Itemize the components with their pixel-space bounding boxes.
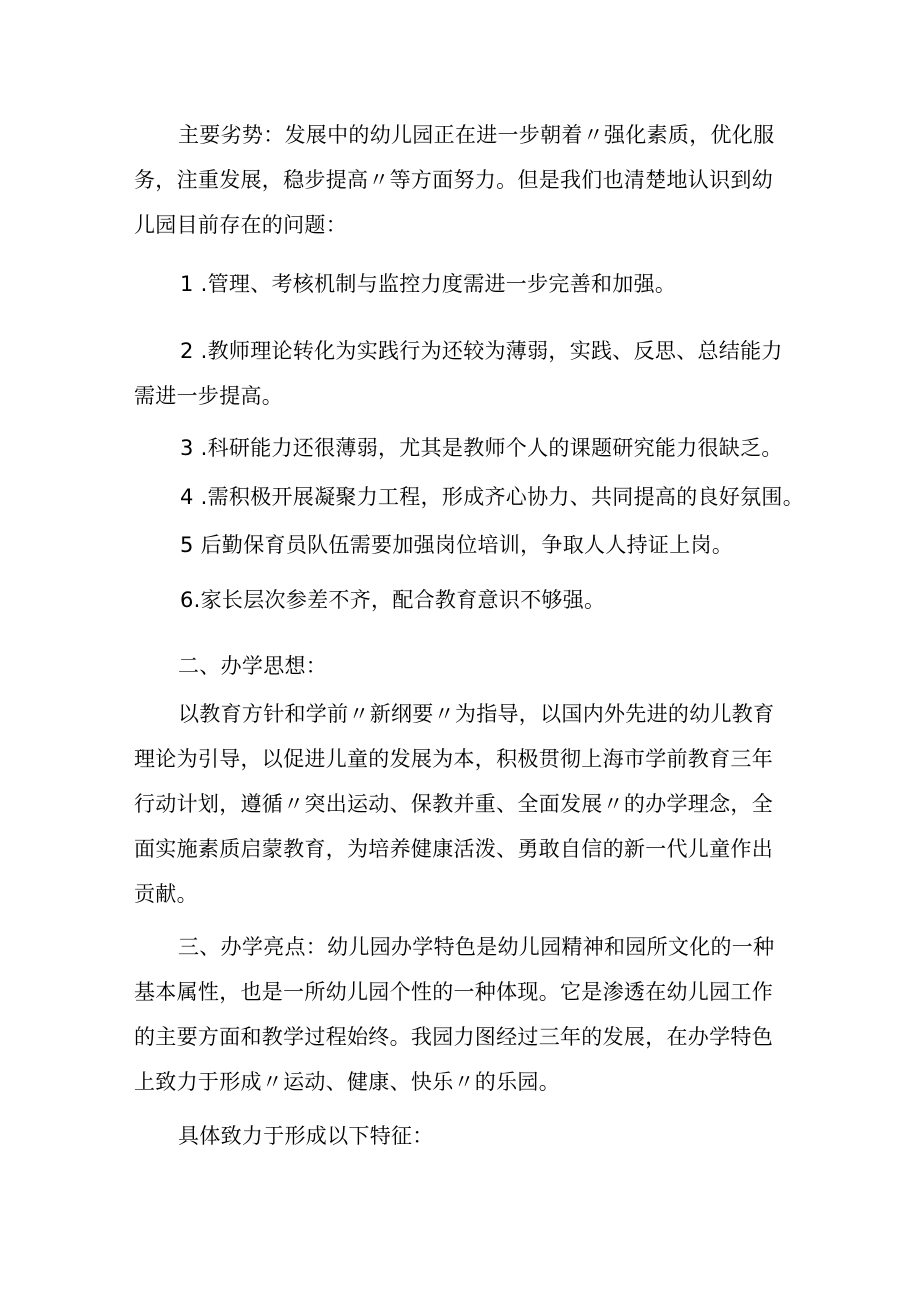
text-line: 基本属性，也是一所幼儿园个性的一种体现。它是渗透在幼儿园工作 xyxy=(134,980,773,1004)
text-line: 4 .需积极开展凝聚力工程，形成齐心协力、共同提高的良好氛围。 xyxy=(180,485,805,509)
text-line: 6.家长层次参差不齐，配合教育意识不够强。 xyxy=(180,588,606,612)
text-line: 2 .教师理论转化为实践行为还较为薄弱，实践、反思、总结能力 xyxy=(180,339,783,363)
philosophy-heading xyxy=(134,644,327,689)
problem-item-4 xyxy=(134,475,804,520)
highlights-paragraph xyxy=(134,925,774,1105)
text-line: 三、办学亮点：幼儿园办学特色是幼儿园精神和园所文化的一种 xyxy=(178,935,775,959)
text-line: 主要劣势：发展中的幼儿园正在进一步朝着〃强化素质，优化服 xyxy=(178,123,775,147)
text-line: 面实施素质启蒙教育，为培养健康活泼、勇敢自信的新一代儿童作出 xyxy=(134,837,773,861)
philosophy-paragraph xyxy=(134,692,774,917)
features-intro xyxy=(134,1114,434,1159)
text-line: 5 后勤保育员队伍需要加强岗位培训，争取人人持证上岗。 xyxy=(180,533,734,557)
text-line: 行动计划，遵循〃突出运动、保教并重、全面发展〃的办学理念，全 xyxy=(134,792,773,816)
text-line: 的主要方面和教学过程始终。我园力图经过三年的发展，在办学特色 xyxy=(134,1025,773,1049)
text-line: 需进一步提高。 xyxy=(134,384,284,408)
section-heading: 二、办学思想： xyxy=(178,654,328,678)
problem-item-6 xyxy=(134,578,605,623)
disadvantages-paragraph xyxy=(134,113,774,248)
problem-item-3 xyxy=(134,426,783,471)
text-line: 理论为引导，以促进儿童的发展为本，积极贯彻上海市学前教育三年 xyxy=(134,747,773,771)
problem-item-2 xyxy=(134,329,783,419)
text-line: 具体致力于形成以下特征： xyxy=(178,1124,434,1148)
text-line: 以教育方针和学前〃新纲要〃为指导，以国内外先进的幼儿教育 xyxy=(178,702,775,726)
text-line: 贡献。 xyxy=(134,882,198,906)
text-line: 务，注重发展，稳步提高〃等方面努力。但是我们也清楚地认识到幼 xyxy=(134,168,773,192)
problem-item-1 xyxy=(134,262,676,307)
text-line: 儿园目前存在的问题： xyxy=(134,213,347,237)
text-line: 1 .管理、考核机制与监控力度需进一步完善和加强。 xyxy=(180,272,677,296)
text-line: 3 .科研能力还很薄弱，尤其是教师个人的课题研究能力很缺乏。 xyxy=(180,436,783,460)
text-line: 上致力于形成〃运动、健康、快乐〃的乐园。 xyxy=(134,1070,560,1094)
problem-item-5 xyxy=(134,523,733,568)
